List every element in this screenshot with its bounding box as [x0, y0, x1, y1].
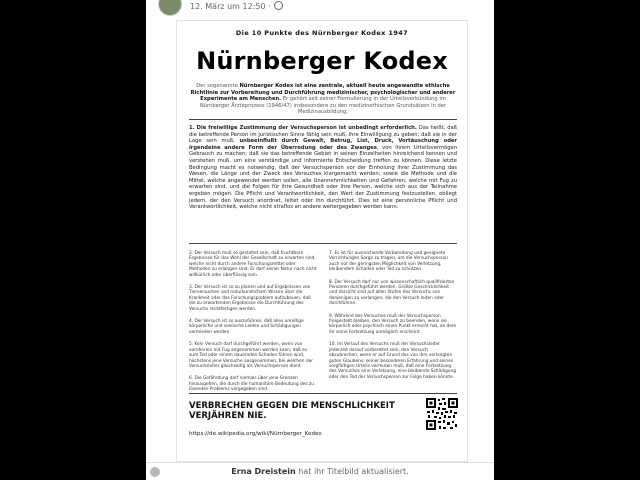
document-title: Nürnberger Kodex [196, 47, 448, 75]
point-10: 10. Im Verlauf des Versuchs muß der Versuchsleiter jederzeit darauf vorbereitet sein, den Versuch abzubrechen, wenn er auf Grund des von ihm verlangten guten Glaubens, seiner besonderen Erfahrung und seines sorgfältigen Urteils vermuten muß, daß eine Fortsetzung des Versuches eine Verletzung, eine bleibende Schädigung oder den Tod der Versuchsperson zur Folge haben könnte. [329, 342, 456, 380]
divider-middle [189, 243, 457, 244]
points-left-column [189, 251, 317, 400]
document-subtitle: Die 10 Punkte des Nürnberger Kodex 1947 [235, 29, 409, 37]
footer-activity-text [146, 467, 494, 476]
post-header [146, 0, 494, 14]
post-timestamp[interactable] [190, 1, 283, 11]
author-avatar[interactable] [158, 0, 182, 16]
point-2: 2. Der Versuch muß so gestaltet sein, daß fruchtbare Ergebnisse für das Wohl der Gesellschaft zu erwarten sind, welche nicht durch andere Forschungsmittel oder Methoden zu erlangen sind. Er darf seiner Natur nach nicht willkürlich oder überflüssig sein. [189, 251, 317, 278]
point-3: 3. Der Versuch ist so zu planen und auf Ergebnissen von Tierversuchen und naturkundlichem Wissen über die Krankheit oder das Forschungsproblem aufzubauen, daß die zu erwartenden Ergebnisse die Durchführung des Versuchs rechtfertigen werden. [189, 285, 311, 312]
shared-image-document[interactable] [176, 20, 468, 462]
intro-bold: Nürnberger Kodex [239, 83, 294, 89]
timestamp-text[interactable]: 12. März um 12:50 · [190, 2, 271, 11]
point-6: 6. Die Gefährdung darf niemals über jene Grenzen hinausgehen, die durch die humanitäre Bedeutung des zu lösenden Problems vorgegeben sind. [189, 376, 314, 393]
point-1-heading: 1. Die freiwillige Zustimmung der Versuchsperson ist unbedingt erforderlich. [189, 125, 417, 131]
activity-footer [146, 462, 494, 480]
globe-icon [274, 1, 283, 10]
crime-slogan [189, 401, 399, 421]
point-4: 4. Der Versuch ist so auszuführen, daß alles unnötige körperliche und seelische Leiden und Schädigungen vermieden werden. [189, 319, 304, 335]
intro-pre: Der sogenannte [196, 83, 240, 89]
intro-mid: ist eine zentrale, aktuell heute angewandte ethische Richtlinie zur Vorbereitung und Durchführung medizinischer, psychologischer und anderer Experimente am Menschen. [190, 83, 456, 102]
point-1-text-b: , von ihrem Urteilsvermögen Gebrauch zu machen; daß sie das betreffende Gebiet in seinen Einzelheiten hinreichend kennen und verstehen muß, um eine verständige und informierte Entscheidung treffen zu können. Diese letzte Bedingung macht es notwendig, daß der Versuchsperson vor der Einholung ihrer Zustimmung das Wesen, die Länge und der Zweck des Versuches klargemacht werden; sowie die Methode und die Mittel, welche angewendet werden sollen, alle Unannehmlichkeiten und Gefahren, welche mit Fug zu erwarten sind, und die Folgen für ihre Gesundheit oder ihre Person, welche sich aus der Teilnahme ergeben mögen. Die Pflicht und Verantwortlichkeit, den Wert der Zustimmung festzustellen, obliegt jedem, der den Versuch anordnet, leitet oder ihn durchführt. Dies ist eine persönliche Pflicht und Verantwortlichkeit, welche nicht straflos an andere weitergegeben werden kann. [189, 144, 457, 211]
point-9: 9. Während des Versuches muß der Versuchsperson freigestellt bleiben, den Versuch zu beenden, wenn sie körperlich oder psychisch einen Punkt erreicht hat, an dem ihr seine Fortsetzung unmöglich erscheint. [329, 313, 457, 335]
divider-bottom [189, 393, 457, 394]
points-right-column [329, 251, 457, 387]
footer-user-name[interactable]: Erna Dreistein [231, 467, 296, 476]
crime-line-2: VERJÄHREN NIE. [189, 411, 267, 421]
facebook-post-card [146, 0, 494, 480]
qr-code-icon [425, 397, 459, 431]
point-1 [189, 125, 457, 211]
document-intro [189, 83, 457, 116]
point-1-bold-2: unbeeinflußt durch Gewalt, Betrug, List, Druck, Vortäuschung oder irgendeine andere Form der Überredung oder des Zwanges [189, 138, 457, 151]
intro-post: Er gehört seit seiner Formulierung in der Urteilsverkündung im Nürnberger Ärzteprozess (1946/47) insbesondere zu den medizinethischen Grundsätzen in der Medizinausbildung. [199, 96, 447, 115]
point-8: 8. Der Versuch darf nur von wissenschaftlich qualifizierten Personen durchgeführt werden. Größte Geschicklichkeit und Vorsicht sind auf allen Stufen des Versuchs von denjenigen zu verlangen, die den Versuch leiten oder durchführen. [329, 279, 455, 307]
footer-action: hat ihr Titelbild aktualisiert. [295, 467, 409, 476]
point-1-text-a: Das heißt, daß die betreffende Person im juristischen Sinne fähig sein muß, ihre Einwilligung zu geben; daß sie in der Lage sein muß, [189, 125, 458, 145]
point-5: 5. Kein Versuch darf durchgeführt werden, wenn von vornherein mit Fug angenommen werden kann, daß es zum Tod oder einem dauernden Schaden führen wird, höchstens jene Versuche ausgenommen, bei welchen der Versuchsleiter gleichzeitig als Versuchsperson dient. [189, 342, 314, 369]
wikipedia-link: https://de.wikipedia.org/wiki/Nürnberger_Kodex [189, 431, 322, 437]
crime-line-1: VERBRECHEN GEGEN DIE MENSCHLICHKEIT [189, 401, 395, 411]
divider-top [189, 119, 457, 120]
point-7: 7. Es ist für ausreichende Vorbereitung und geeignete Vorrichtungen Sorge zu tragen, um die Versuchsperson auch vor der geringsten Möglichkeit von Verletzung, bleibendem Schaden oder Tod zu schützen. [329, 251, 448, 273]
